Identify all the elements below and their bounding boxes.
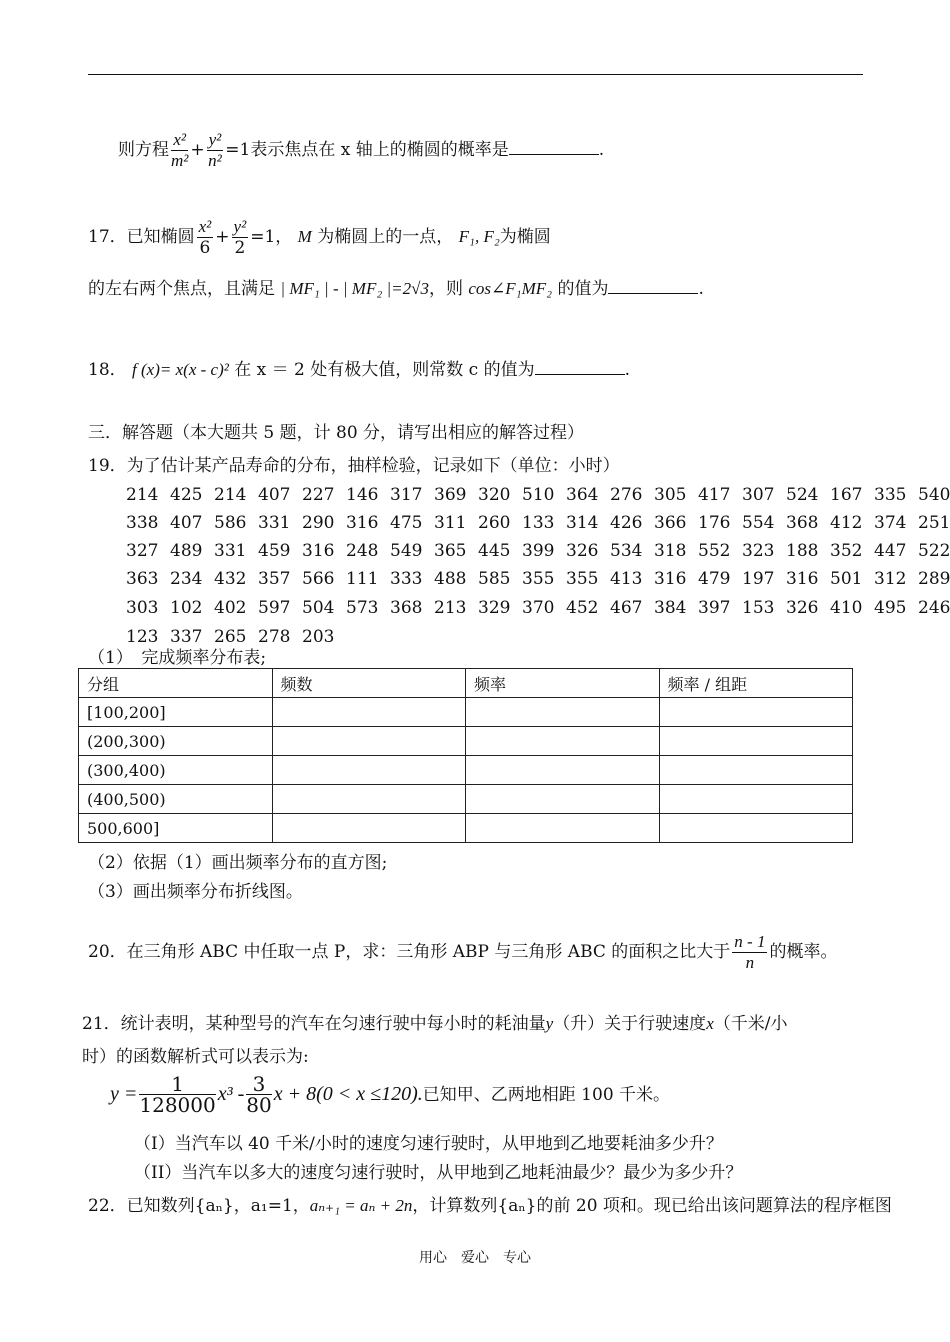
- header-rule: [88, 74, 863, 75]
- data-row: 338 407 586 331 290 316 475 311 260 133 314 426 366 176 554 368 412 374 251: [126, 513, 950, 533]
- blank-cell[interactable]: [272, 698, 466, 727]
- answer-blank[interactable]: [509, 138, 599, 155]
- blank-cell[interactable]: [272, 756, 466, 785]
- blank-cell[interactable]: [272, 785, 466, 814]
- group-cell: (400,500): [79, 785, 273, 814]
- question-18: 18． f (x)= x(x - c)² 在 x ＝ 2 处有极大值，则常数 c 的值为 .: [88, 360, 630, 380]
- group-cell: [100,200]: [79, 698, 273, 727]
- answer-blank[interactable]: [608, 277, 698, 294]
- question-17-line1: 17．已知椭圆 $\frac{\text{x²}}{6}$ + $\frac{\text{y²}}{2}$ =1， M 为椭圆上的一点， F₁, F₂为椭圆: [88, 217, 551, 258]
- table-header: 频数: [272, 669, 466, 698]
- table-row: [79, 727, 853, 756]
- data-row: 363 234 432 357 566 111 333 488 585 355 355 413 316 479 197 316 501 312 289: [126, 569, 950, 589]
- data-row: 123 337 265 278 203: [126, 627, 335, 647]
- table-header: 频率: [466, 669, 660, 698]
- question-19-title: 19．为了估计某产品寿命的分布，抽样检验，记录如下（单位：小时）: [88, 456, 620, 476]
- question-19-part2: （2）依据（1）画出频率分布的直方图;: [88, 853, 388, 873]
- group-cell: (300,400): [79, 756, 273, 785]
- blank-cell[interactable]: [466, 814, 660, 843]
- question-19-part3: （3）画出频率分布折线图。: [88, 882, 303, 902]
- group-cell: 500,600]: [79, 814, 273, 843]
- table-row: [79, 814, 853, 843]
- question-21-line1: 21．统计表明，某种型号的汽车在匀速行驶中每小时的耗油量y（升）关于行驶速度x（千米/小: [82, 1014, 788, 1034]
- data-row: 214 425 214 407 227 146 317 369 320 510 364 276 305 417 307 524 167 335 540: [126, 485, 950, 505]
- question-22: 22．已知数列{aₙ}，a₁=1，aₙ₊₁ = aₙ + 2n，计算数列{aₙ}的前 20 项和。现已给出该问题算法的程序框图: [88, 1196, 892, 1216]
- data-row: 303 102 402 597 504 573 368 213 329 370 452 467 384 397 153 326 410 495 246: [126, 598, 950, 618]
- blank-cell[interactable]: [659, 756, 853, 785]
- table-row: [79, 756, 853, 785]
- frequency-table: [78, 668, 853, 843]
- blank-cell[interactable]: [466, 785, 660, 814]
- question-17-line2: 的左右两个焦点，且满足 | MF₁ | - | MF₂ |=2√3，则 cos∠F₁MF₂ 的值为 .: [88, 279, 704, 299]
- section-heading: 三．解答题（本大题共 5 题，计 80 分，请写出相应的解答过程）: [88, 423, 585, 443]
- table-row: [79, 698, 853, 727]
- question-21-part-i: （I）当汽车以 40 千米/小时的速度匀速行驶时，从甲地到乙地要耗油多少升？: [134, 1134, 723, 1154]
- data-row: 327 489 331 459 316 248 549 365 445 399 326 534 318 552 323 188 352 447 522: [126, 541, 950, 561]
- question-19-part1: （1） 完成频率分布表;: [88, 648, 267, 668]
- table-header: 频率 / 组距: [659, 669, 853, 698]
- answer-blank[interactable]: [535, 358, 625, 375]
- blank-cell[interactable]: [272, 814, 466, 843]
- blank-cell[interactable]: [466, 698, 660, 727]
- page-footer: 用心 爱心 专心: [419, 1250, 531, 1266]
- blank-cell[interactable]: [466, 756, 660, 785]
- question-21-line2: 时）的函数解析式可以表示为:: [82, 1047, 309, 1067]
- group-cell: (200,300): [79, 727, 273, 756]
- blank-cell[interactable]: [466, 727, 660, 756]
- table-header: 分组: [79, 669, 273, 698]
- question-21-formula: y = $\frac{1}{128000}$ x³ - $\frac{3}{80}$ x + 8(0 < x ≤120).已知甲、乙两地相距 100 千米。: [110, 1072, 671, 1117]
- table-row: [79, 785, 853, 814]
- question-21-part-ii: （II）当汽车以多大的速度匀速行驶时，从甲地到乙地耗油最少？最少为多少升？: [134, 1163, 743, 1183]
- blank-cell[interactable]: [659, 727, 853, 756]
- question-16: 则方程 $\frac{\text{x²}}{\text{m²}}$ + $\frac{\text{y²}}{\text{n²}}$ =1表示焦点在 x 轴上的椭圆的概率是 .: [118, 130, 605, 170]
- blank-cell[interactable]: [659, 814, 853, 843]
- question-20: 20．在三角形 ABC 中任取一点 P，求：三角形 ABP 与三角形 ABC 的面积之比大于 $\frac{n - 1}{n}$ 的概率。: [88, 932, 838, 972]
- blank-cell[interactable]: [659, 698, 853, 727]
- blank-cell[interactable]: [272, 727, 466, 756]
- table-header-row: [79, 669, 853, 698]
- blank-cell[interactable]: [659, 785, 853, 814]
